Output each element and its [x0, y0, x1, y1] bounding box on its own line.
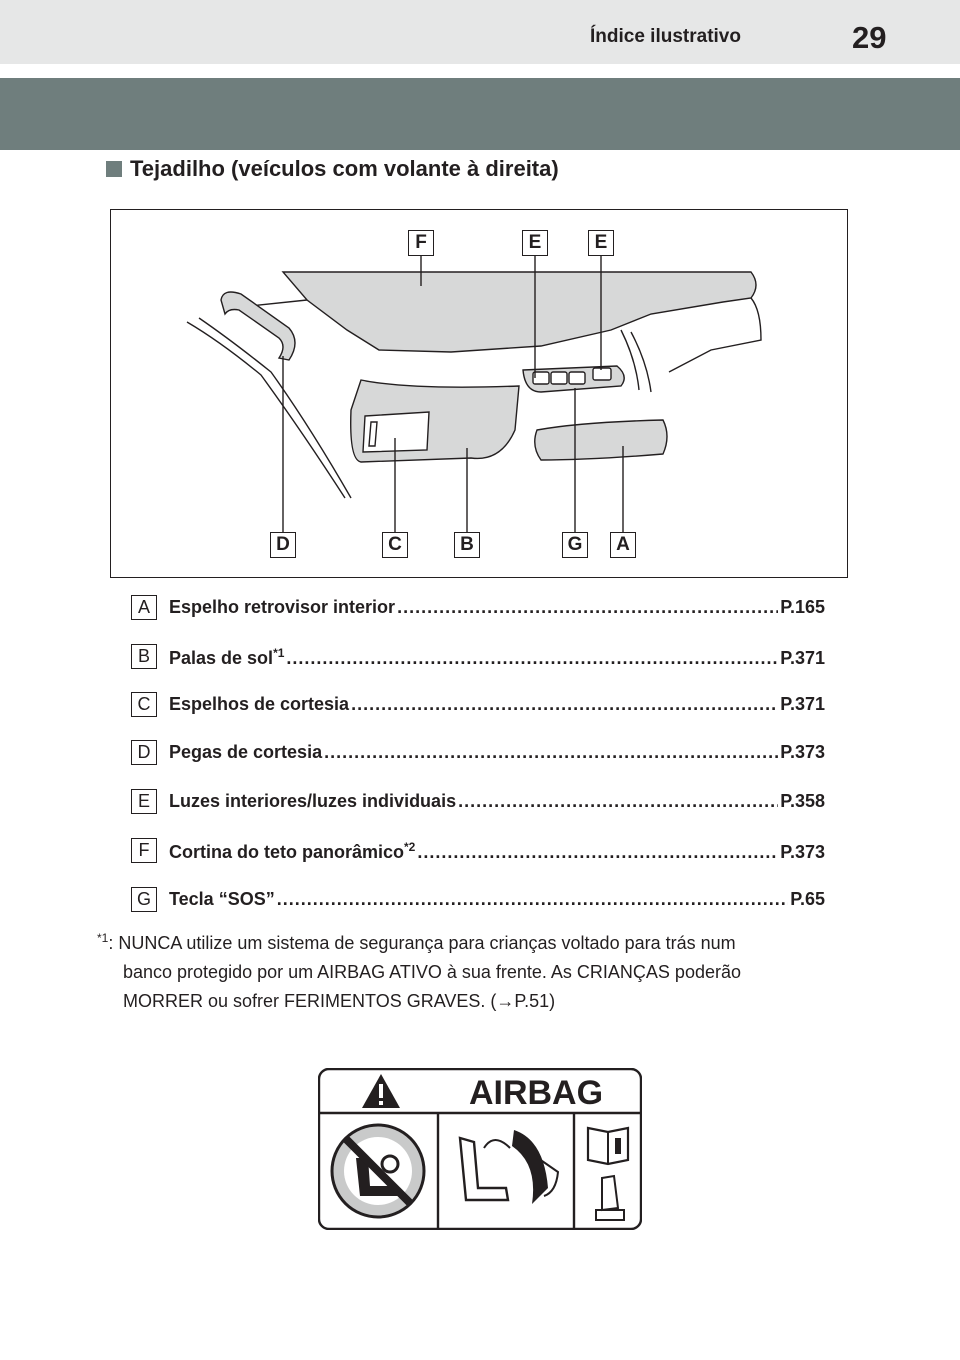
- section-title: Índice ilustrativo: [590, 26, 741, 47]
- roof-illustration: [111, 210, 847, 577]
- leader-dots: [324, 742, 778, 763]
- footnote-marker: *1: [97, 931, 109, 945]
- page-reference[interactable]: P.373: [780, 842, 825, 862]
- airbag-title: AIRBAG: [468, 1074, 604, 1112]
- footnote-line: MORRER ou sofrer FERIMENTOS GRAVES. (→P.51): [123, 991, 556, 1011]
- legend-label: Tecla “SOS”: [169, 889, 275, 909]
- legend-label: Luzes interiores/luzes individuais: [169, 791, 457, 811]
- airbag-warning-graphic: [318, 1068, 642, 1230]
- page-reference[interactable]: P.65: [790, 889, 825, 909]
- legend-letter: D: [131, 740, 157, 765]
- leader-dots: [417, 842, 778, 863]
- legend-letter: C: [131, 692, 157, 717]
- header-band: [0, 78, 960, 150]
- roof-diagram: [110, 209, 848, 578]
- legend-letter: B: [131, 644, 157, 669]
- heading-text: Tejadilho (veículos com volante à direita): [130, 156, 559, 181]
- legend-label: Cortina do teto panorâmico: [169, 842, 405, 862]
- legend-letter: G: [131, 887, 157, 912]
- callout-a: A: [610, 532, 636, 558]
- callout-d: D: [270, 532, 296, 558]
- legend-label: Espelhos de cortesia: [169, 694, 350, 714]
- leader-dots: [277, 889, 789, 910]
- leader-dots: [351, 694, 778, 715]
- leader-dots: [458, 791, 778, 812]
- page-reference[interactable]: P.358: [780, 791, 825, 811]
- callout-b: B: [454, 532, 480, 558]
- legend-item: [131, 884, 831, 914]
- callout-c: C: [382, 532, 408, 558]
- legend-item: [131, 835, 831, 865]
- footnote-line: banco protegido por um AIRBAG ATIVO à sua frente. As CRIANÇAS poderão: [123, 962, 741, 982]
- legend-item: [131, 641, 831, 671]
- legend-label: Palas de sol: [169, 648, 274, 668]
- legend-label: Espelho retrovisor interior: [169, 597, 396, 617]
- legend-item: [131, 689, 831, 719]
- section-heading: [106, 156, 559, 182]
- heading-bullet-icon: [106, 161, 122, 177]
- leader-dots: [286, 648, 778, 669]
- legend-letter: F: [131, 838, 157, 863]
- page-reference[interactable]: P.371: [780, 694, 825, 714]
- footnote-line: $^{*1}$: NUNCA utilize um sistema de segurança para crianças voltado para trás num: [97, 931, 736, 953]
- callout-g: G: [562, 532, 588, 558]
- page-reference[interactable]: P.371: [780, 648, 825, 668]
- legend-label: Pegas de cortesia: [169, 742, 323, 762]
- header-bar: [0, 0, 960, 64]
- footnote-marker: *1: [273, 646, 285, 660]
- legend-letter: A: [131, 595, 157, 620]
- callout-e-right: E: [588, 230, 614, 256]
- footnote-marker: *2: [404, 840, 416, 854]
- callout-f: F: [408, 230, 434, 256]
- legend-letter: E: [131, 789, 157, 814]
- legend-item: [131, 786, 831, 816]
- airbag-warning-label: [318, 1068, 642, 1230]
- page-reference[interactable]: P.165: [780, 597, 825, 617]
- callout-e-left: E: [522, 230, 548, 256]
- legend-item: [131, 592, 831, 622]
- footnote: [97, 924, 837, 1016]
- page-number: 29: [852, 20, 887, 55]
- legend-item: [131, 737, 831, 767]
- page-reference[interactable]: P.373: [780, 742, 825, 762]
- leader-dots: [397, 597, 778, 618]
